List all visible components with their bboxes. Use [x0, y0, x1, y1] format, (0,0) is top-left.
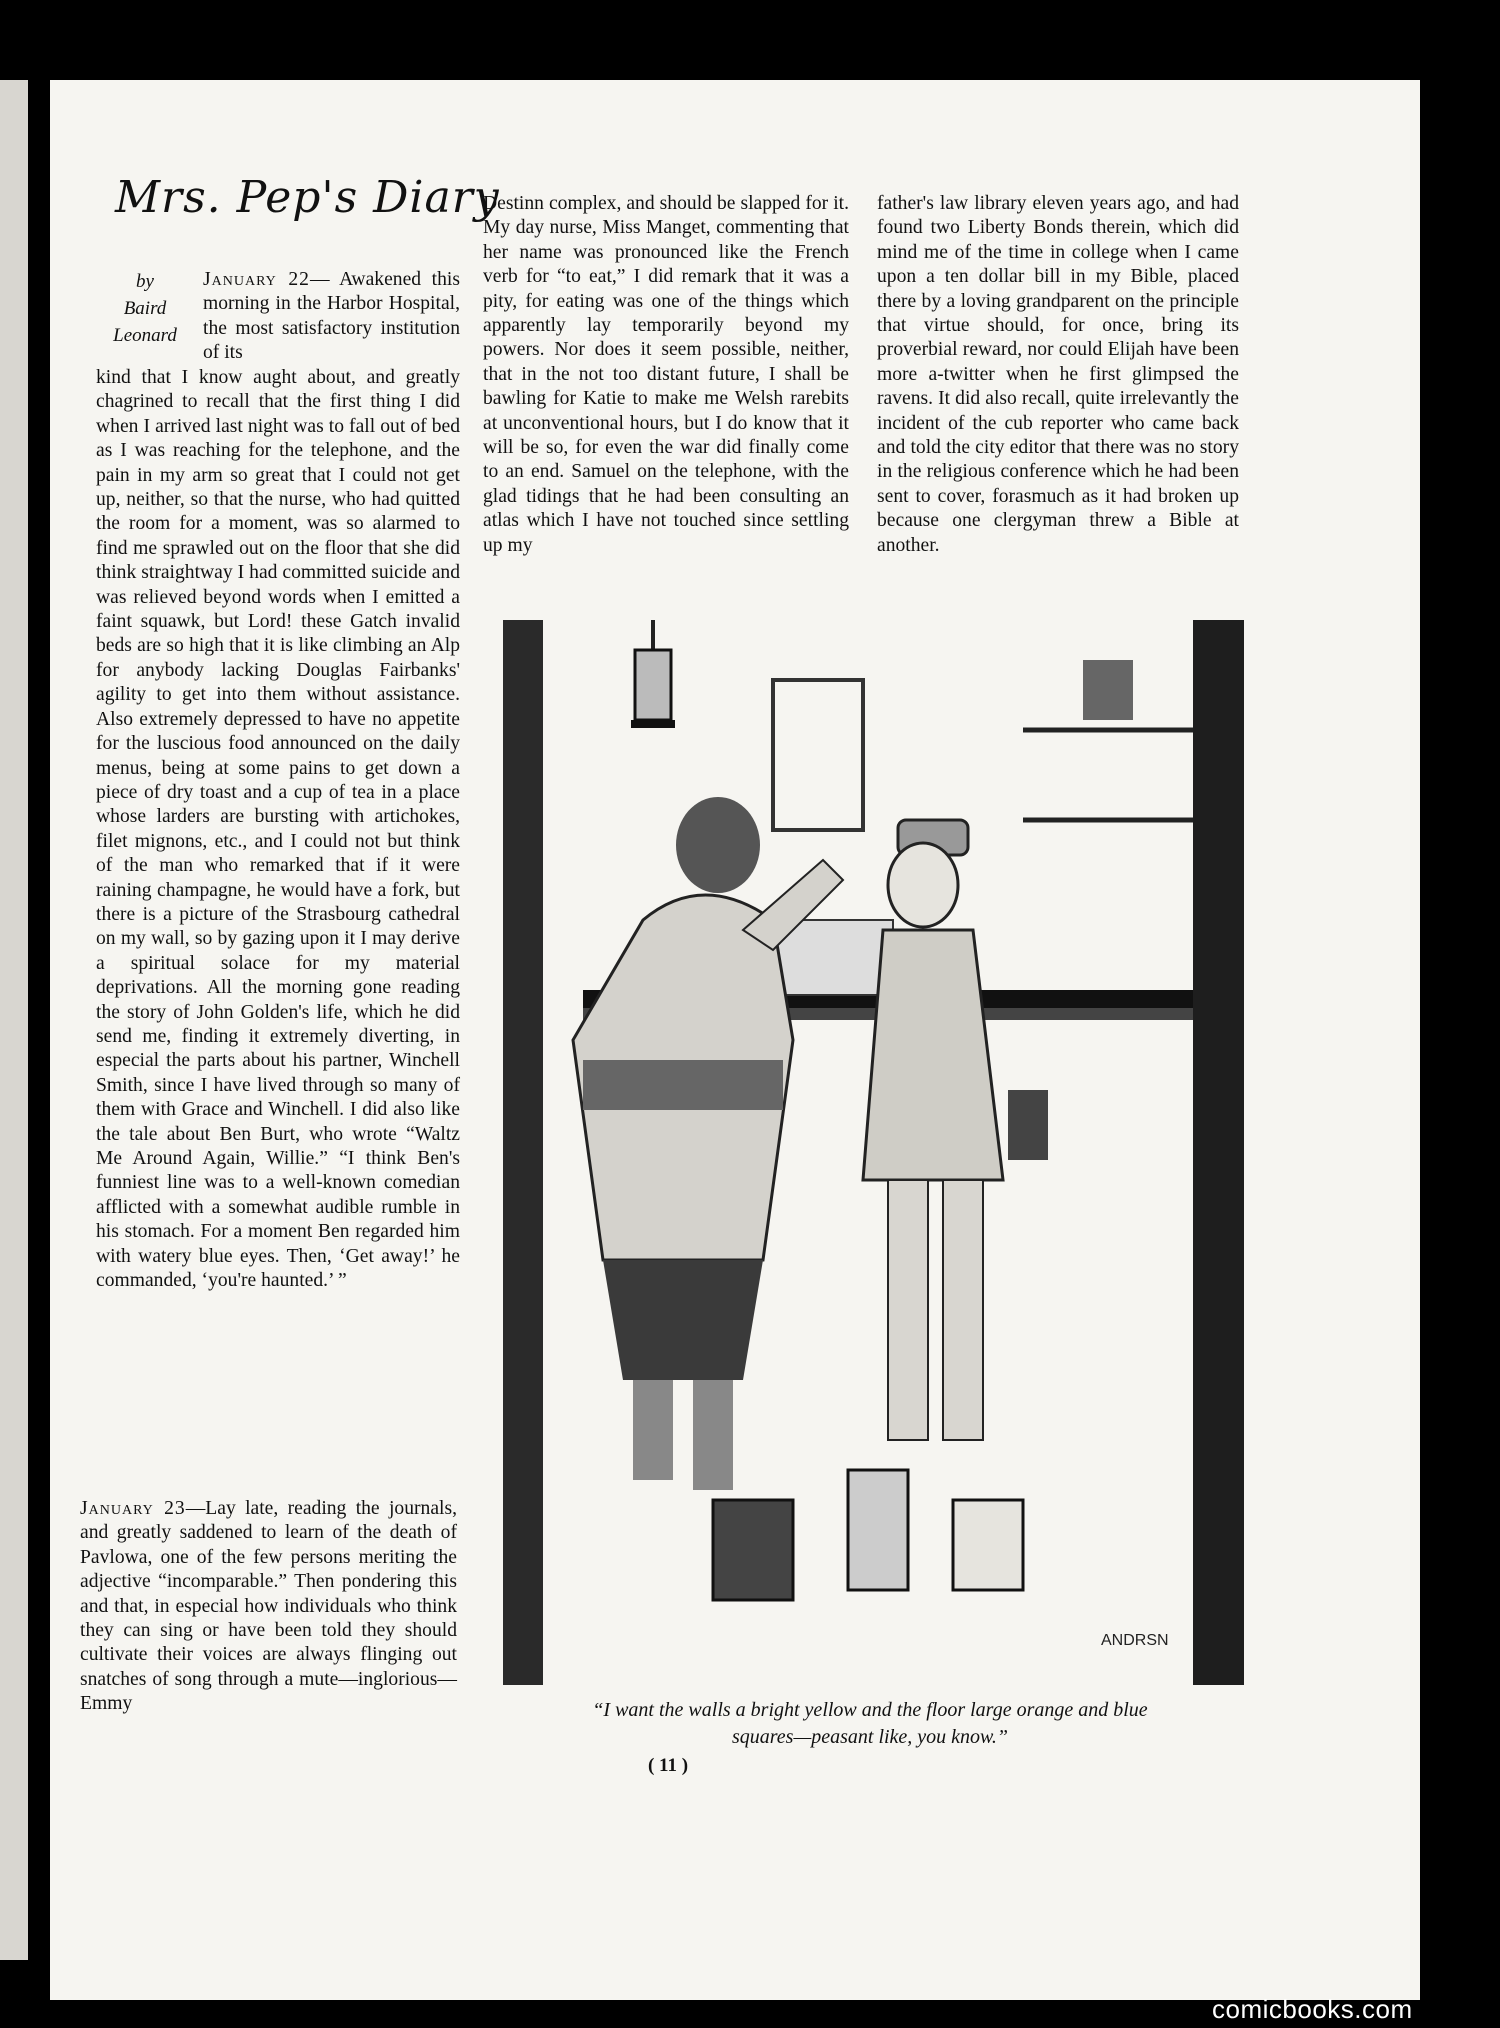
paint-can-left — [713, 1500, 793, 1600]
byline-by: by — [136, 271, 154, 292]
entry-jan22-lead — [203, 268, 460, 366]
entry-date-jan22: January 22 — [203, 269, 310, 290]
column-two-text: Destinn complex, and should be slapped for it. My day nurse, Miss Manget, commenting that her name was pronounced like the French verb for “to eat,” I did remark that it was a pity, for eating was one of the things which apparently lay temporarily beyond my powers. Nor does it seem possible, neither, that in the not too distant future, I shall be bawling for Katie to make me Welsh rarebits at unconventional hours, but I do know that it will be so, for even the war did finally come to an end. Samuel on the telephone, with the glad tidings that he had been consulting an atlas which I have not touched since settling up my — [483, 193, 849, 556]
page-number: ( 11 ) — [647, 1755, 689, 1776]
entry-jan23-text: —Lay late, reading the journals, and greatly saddened to learn of the death of Pavlowa, one of the few persons meriting the adjective “incomparable.” Then pondering this and that, in especial how individuals who think they can sing or have been told they should cultivate their voices are always flinging out snatches of song through a mute—inglorious—Emmy — [80, 1498, 457, 1715]
entry-date-jan23: January 23 — [80, 1498, 186, 1519]
paint-can-center — [848, 1470, 908, 1590]
illustration-caption: “I want the walls a bright yellow and the floor large orange and blue squares—peasant like, you know.” — [592, 1699, 1148, 1748]
paint-can-right — [953, 1500, 1023, 1590]
artist-signature: ANDRSN — [1101, 1632, 1169, 1649]
entry-jan22-lead-text: — Awakened this morning in the Harbor Hospital, the most satisfactory institution of its — [203, 269, 460, 364]
facing-page-edge — [0, 80, 28, 1960]
illustration — [503, 620, 1244, 1685]
column-two — [483, 192, 849, 558]
column-three — [877, 192, 1239, 558]
entry-jan23 — [80, 1497, 457, 1717]
byline — [105, 268, 185, 349]
column-three-text: father's law library eleven years ago, and had found two Liberty Bonds therein, which did mind me of the time in college when I came upon a ten dollar bill in my Bible, placed there by a loving grandparent on the principle that virtue should, for once, bring its proverbial reward, nor could Elijah have been more a-twitter when he first glimpsed the ravens. It did also recall, quite irrelevantly the incident of the cub reporter who came back and told the city editor that there was no story in the religious conference which he had been sent to cover, forasmuch as it had broken up because one clergyman threw a Bible at another. — [877, 193, 1239, 556]
watermark: comicbooks.com — [1212, 1994, 1413, 2024]
byline-first-name: Baird — [123, 298, 167, 319]
byline-last-name: Leonard — [113, 325, 177, 346]
article-title: Mrs. Pep's Diary — [115, 172, 500, 223]
entry-jan22-body — [96, 366, 460, 1293]
entry-jan22-body-text: kind that I know aught about, and greatly chagrined to recall that the first thing I did when I arrived last night was to fall out of bed as I was reaching for the telephone, and the pain in my arm so great that I could not get up, neither, so that the nurse, who had quitted the room for a moment, was so alarmed to find me sprawled out on the floor that she did think straightway I had committed suicide and was relieved beyond words when I emitted a faint squawk, but Lord! these Gatch invalid beds are so high that it is like climbing an Alp for anybody lacking Douglas Fairbanks' agility to get into them without assistance. Also extremely depressed to have no appetite for the luscious food announced on the daily menus, being at some pains to get down a piece of dry toast and a cup of tea in a place whose larders are bursting with artichokes, filet mignons, etc., and I could not but think of the man who remarked that if it were raining champagne, he would have a fork, but there is a picture of the Strasbourg cathedral on my wall, so by gazing upon it I may derive a spiritual solace for my material deprivations. All the morning gone reading the story of John Golden's life, which he did send me, finding it extremely diverting, in especial the parts about his partner, Winchell Smith, since I have lived through so many of them with Grace and Winchell. I did also like the tale about Ben Burt, who wrote “Waltz Me Around Again, Willie.” “I think Ben's funniest line was to a well-known comedian afflicted with a somewhat audible rumble in his stomach. For a moment Ben regarded him with watery blue eyes. Then, ‘Get away!’ he commanded, ‘you're haunted.’ ” — [96, 367, 460, 1292]
